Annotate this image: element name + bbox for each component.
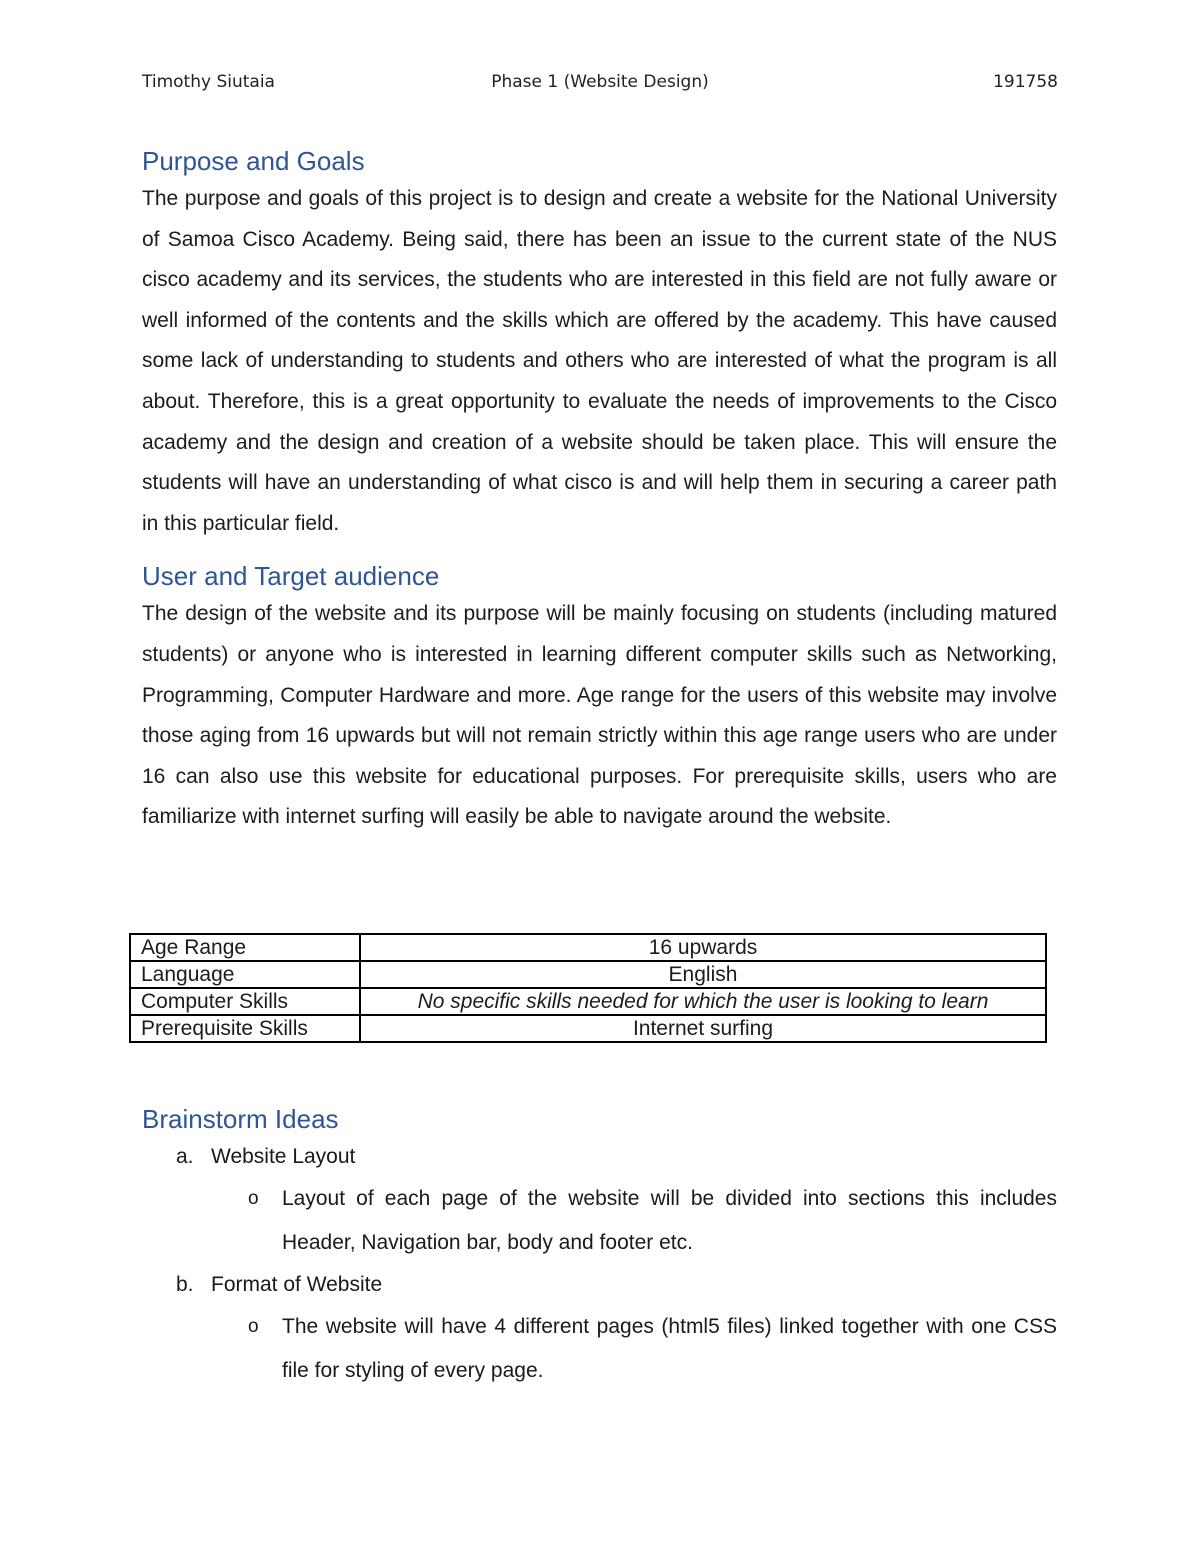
- table-row: [130, 961, 1046, 988]
- audience-table: [129, 933, 1047, 1043]
- audience-paragraph: The design of the website and its purpose will be mainly focusing on students (including matured students) or anyone who is interested in learning different computer skills such as Networking, Programming, Computer Hardware and more. Age range for the users of this website may involve those aging from 16 upwards but will not remain strictly within this age range users who are under 16 can also use this website for educational purposes. For prerequisite skills, users who are familiarize with internet surfing will easily be able to navigate around the website.: [142, 602, 1057, 829]
- audience-heading: User and Target audience: [142, 561, 440, 592]
- brainstorm-heading: Brainstorm Ideas: [142, 1104, 339, 1134]
- list-marker: a.: [176, 1145, 194, 1168]
- sub-list-item: [142, 1305, 1057, 1393]
- table-cell-label: Age Range: [130, 934, 360, 961]
- table-cell-label: Computer Skills: [130, 988, 360, 1015]
- table-row: [130, 1015, 1046, 1042]
- header-title: Phase 1 (Website Design): [491, 72, 709, 92]
- table-row: [130, 988, 1046, 1015]
- list-marker: b.: [176, 1273, 194, 1296]
- table-row: [130, 934, 1046, 961]
- header-id: 191758: [993, 72, 1058, 92]
- list-item: [142, 1137, 1057, 1177]
- sub-list-item: [142, 1177, 1057, 1265]
- purpose-paragraph: The purpose and goals of this project is to design and create a website for the National University of Samoa Cisco Academy. Being said, there has been an issue to the current state of the NUS cisco academy and its services, the students who are interested in this field are not fully aware or well informed of the contents and the skills which are offered by the academy. This have caused some lack of understanding to students and others who are interested of what the program is all about. Therefore, this is a great opportunity to evaluate the needs of improvements to the Cisco academy and the design and creation of a website should be taken place. This will ensure the students will have an understanding of what cisco is and will help them in securing a career path in this particular field.: [142, 187, 1057, 535]
- table-cell-value: 16 upwards: [360, 934, 1046, 961]
- purpose-heading: Purpose and Goals: [142, 146, 365, 176]
- bullet-icon: o: [248, 1188, 259, 1209]
- table-cell-value: No specific skills needed for which the user is looking to learn: [360, 988, 1046, 1015]
- table-cell-value: English: [360, 961, 1046, 988]
- bullet-icon: o: [248, 1316, 259, 1337]
- sub-list-text: Layout of each page of the website will be divided into sections this includes Header, Navigation bar, body and footer etc.: [282, 1187, 1057, 1254]
- header-author: Timothy Siutaia: [142, 72, 275, 92]
- table-cell-label: Language: [130, 961, 360, 988]
- sub-list-text: The website will have 4 different pages (html5 files) linked together with one CSS file for styling of every page.: [282, 1315, 1057, 1382]
- list-item-title: Website Layout: [211, 1145, 356, 1168]
- page-header: [142, 72, 1058, 100]
- list-item-title: Format of Website: [211, 1273, 383, 1296]
- document-body: [142, 143, 1057, 838]
- table-cell-label: Prerequisite Skills: [130, 1015, 360, 1042]
- brainstorm-section: [142, 1101, 1057, 1393]
- table-cell-value: Internet surfing: [360, 1015, 1046, 1042]
- list-item: [142, 1265, 1057, 1305]
